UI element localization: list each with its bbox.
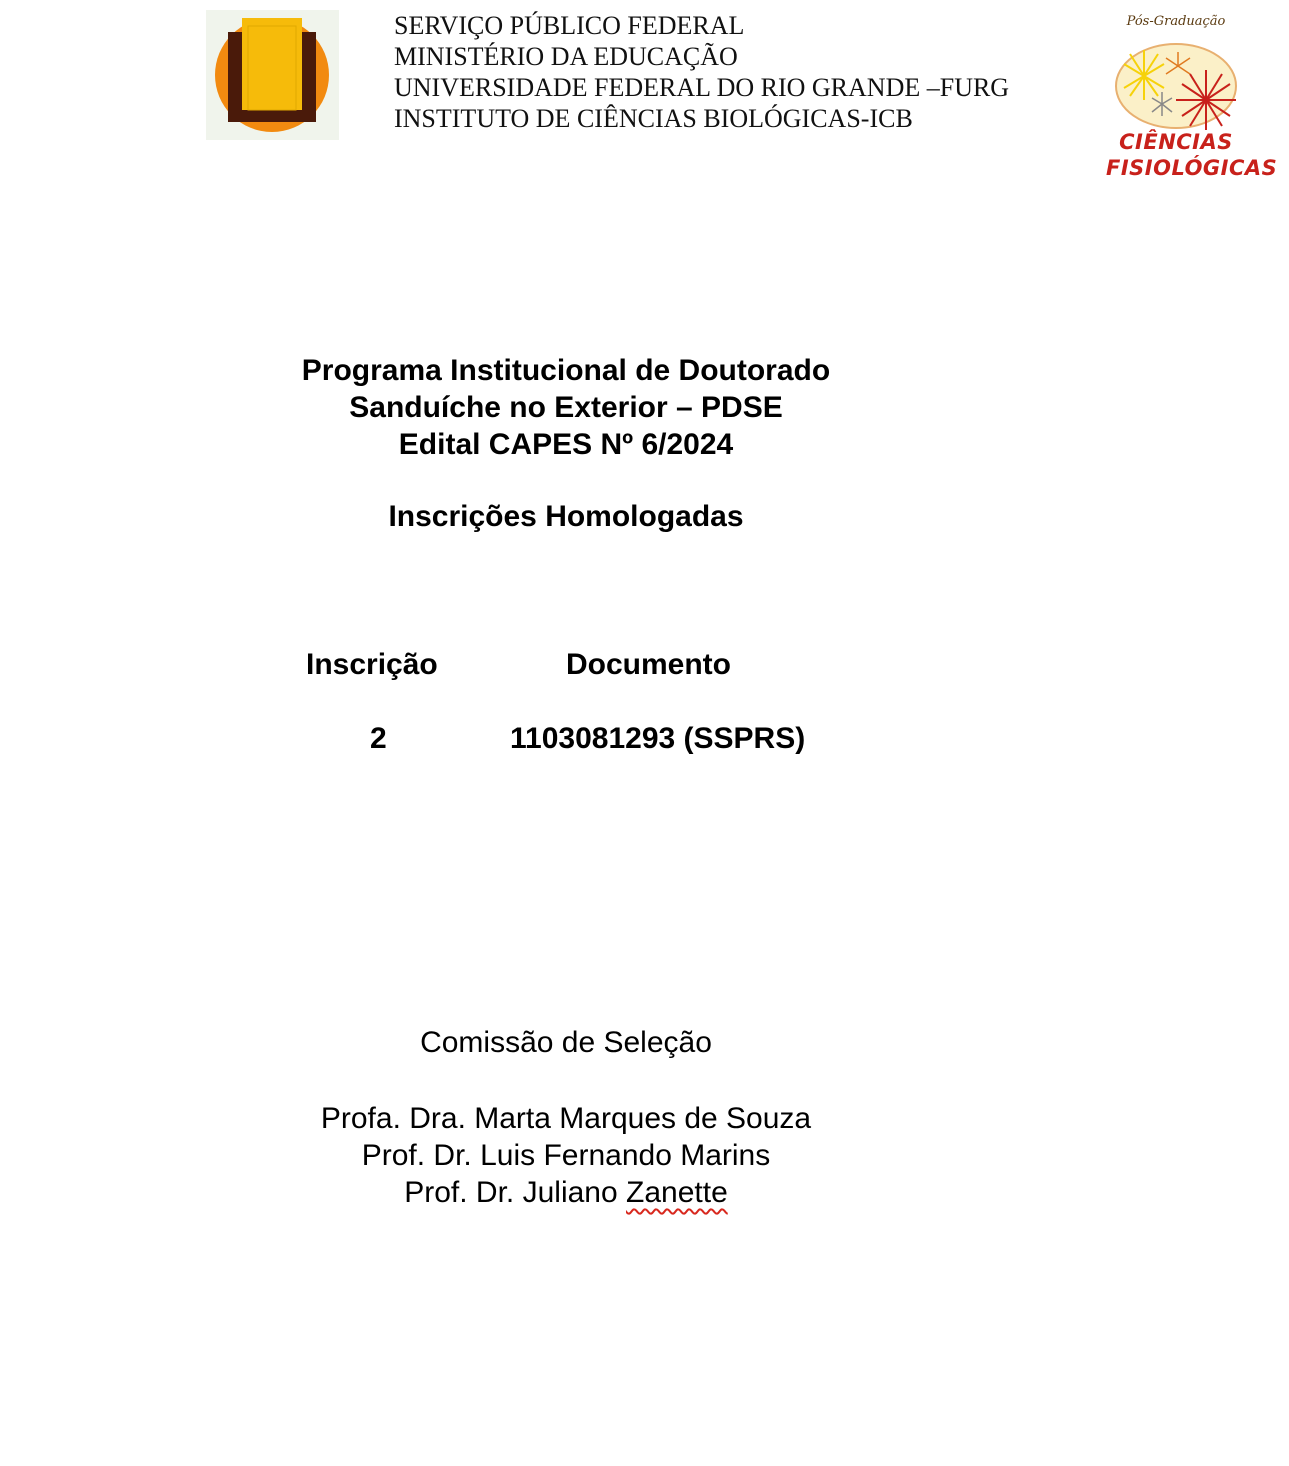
institution-header (394, 10, 1009, 134)
committee-member-2: Prof. Dr. Luis Fernando Marins (361, 1139, 771, 1172)
document-subtitle: Inscrições Homologadas (388, 500, 744, 533)
committee-heading: Comissão de Seleção (420, 1026, 712, 1059)
logo-top-text: Pós-Graduação (1126, 14, 1226, 29)
header-line-4: INSTITUTO DE CIÊNCIAS BIOLÓGICAS-ICB (394, 104, 913, 133)
logo-word-fisiologicas: FISIOLÓGICAS (1106, 156, 1278, 180)
committee-member-3-surname: Zanette (626, 1176, 728, 1209)
header-line-2: MINISTÉRIO DA EDUCAÇÃO (394, 42, 738, 71)
title-line-3: Edital CAPES Nº 6/2024 (398, 428, 734, 461)
title-line-2: Sanduíche no Exterior – PDSE (349, 391, 783, 424)
title-line-1: Programa Institucional de Doutorado (301, 354, 831, 387)
document-title (266, 352, 866, 463)
logo-word-ciencias: CIÊNCIAS (1119, 130, 1233, 154)
table-cell-documento: 1103081293 (SSPRS) (510, 722, 806, 755)
header-line-1: SERVIÇO PÚBLICO FEDERAL (394, 11, 745, 40)
committee-member-1: Profa. Dra. Marta Marques de Souza (320, 1102, 812, 1135)
ciencias-fisiologicas-logo (1106, 14, 1278, 184)
committee-members (266, 1100, 866, 1211)
committee-member-3 (266, 1174, 866, 1211)
committee-member-3-prefix: Prof. Dr. Juliano (404, 1176, 618, 1209)
furg-logo-icon (206, 10, 339, 140)
furg-logo (206, 10, 339, 140)
table-cell-inscricao: 2 (370, 722, 387, 755)
column-header-inscricao: Inscrição (306, 648, 438, 681)
column-header-documento: Documento (566, 648, 731, 681)
header-line-3: UNIVERSIDADE FEDERAL DO RIO GRANDE –FURG (394, 73, 1010, 102)
